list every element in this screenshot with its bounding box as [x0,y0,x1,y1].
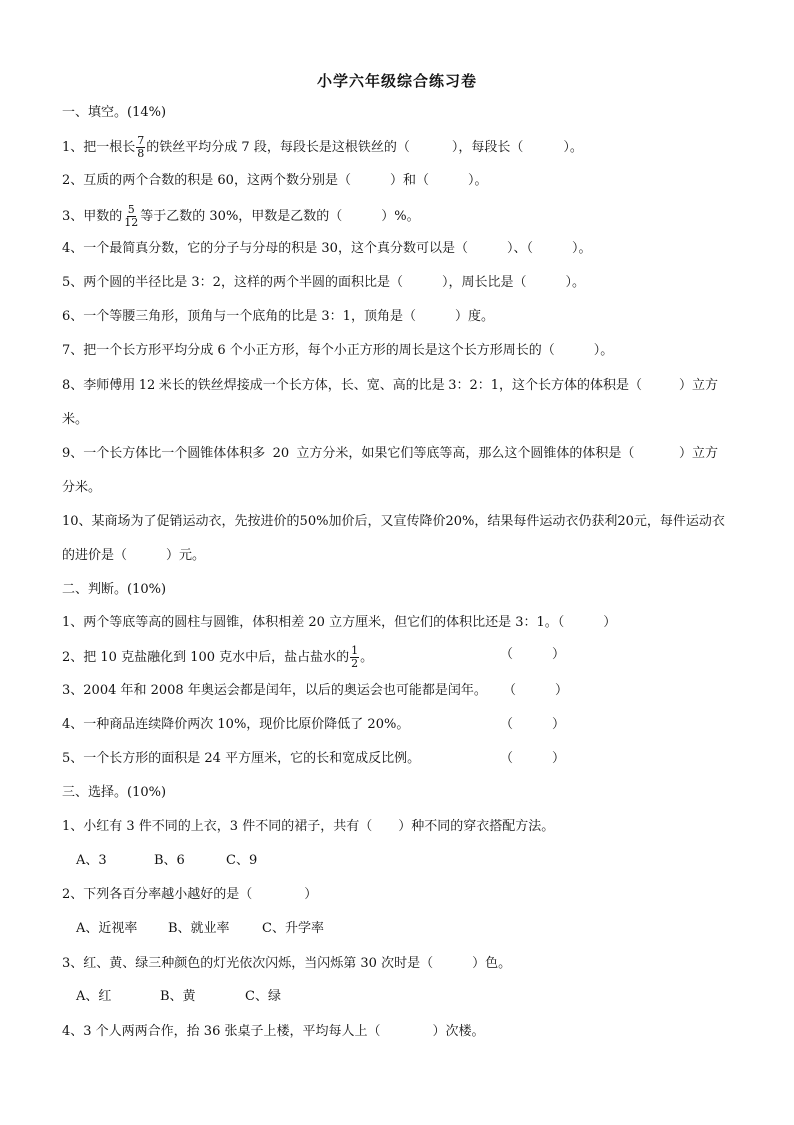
page-title: 小学六年级综合练习卷 [316,72,477,90]
s3-q2: 2、下列各百分率越小越好的是（ ） [62,887,318,902]
s1-q9-line1: 9、一个长方体比一个圆锥体体积多 20 立方分米，如果它们等底等高，那么这个圆锥体的体积是（ ）立方 [62,446,718,461]
s1-q3: 3、甲数的 $\frac{5}{12}$ 等于乙数的 30%，甲数是乙数的（ ）%。 [62,203,420,229]
s2-q4: 4、一种商品连续降价两次 10%，现价比原价降低了 20%。 [62,717,410,732]
fraction: $\frac{5}{12}$ [124,203,139,229]
section-1-heading: 一、填空。(14%) [62,105,167,120]
s1-q8-line2: 米。 [62,412,89,427]
option-c[interactable]: C、9 [226,853,258,868]
s1-q10-line1: 10、某商场为了促销运动衣，先按进价的 50%加价后，又宣传降价 20%，结果每件运动衣仍获利 20 元，每件运动衣 [62,514,725,529]
s1-q5: 5、两个圆的半径比是 3：2，这样的两个半圆的面积比是（ ），周长比是（ ）。 [62,275,585,290]
s1-q4: 4、一个最简真分数，它的分子与分母的积是 30，这个真分数可以是（ ）、（ ）。 [62,241,592,256]
s3-q3: 3、红、黄、绿三种颜色的灯光依次闪烁，当闪烁第 30 次时是（ ）色。 [62,956,512,971]
s1-q10-line2: 的进价是（ ）元。 [62,548,206,563]
s3-q4: 4、3 个人两两合作，抬 36 张桌子上楼，平均每人上（ ）次楼。 [62,1024,485,1039]
s1-q9-line2: 分米。 [62,480,102,495]
option-a[interactable]: A、近视率 [76,921,138,936]
section-3-heading: 三、选择。(10%) [62,785,167,800]
option-a[interactable]: A、3 [76,853,107,868]
option-c[interactable]: C、绿 [245,989,281,1004]
s1-q8-line1: 8、李师傅用 12 米长的铁丝焊接成一个长方体，长、宽、高的比是 3：2：1，这个长方体的体积是（ ）立方 [62,378,718,393]
s3-q2-options [76,919,324,939]
s2-q1: 1、两个等底等高的圆柱与圆锥，体积相差 20 立方厘米，但它们的体积比还是 3：1。（ ） [62,615,617,630]
s2-q3: 3、2004 年和 2008 年奥运会都是闰年，以后的奥运会也可能都是闰年。 [62,683,487,698]
s1-q1: 1、把一根长 $\frac{7}{8}$ 的铁丝平均分成 7 段，每段长是这根铁丝的（ ），每段长（ ）。 [62,134,583,160]
option-c[interactable]: C、升学率 [262,921,324,936]
s2-q5-answer-blank[interactable]: （ ） [500,751,566,766]
s1-q6: 6、一个等腰三角形，顶角与一个底角的比是 3：1，顶角是（ ）度。 [62,309,494,324]
s2-q2-answer-blank[interactable]: （ ） [500,647,566,662]
s2-q4-answer-blank[interactable]: （ ） [500,717,566,732]
s1-q2: 2、互质的两个合数的积是 60，这两个数分别是（ ）和（ ）。 [62,173,488,188]
s2-q5: 5、一个长方形的面积是 24 平方厘米，它的长和宽成反比例。 [62,751,421,766]
s2-q3-answer-blank[interactable]: （ ） [503,683,569,698]
s2-q2: 2、把 10 克盐融化到 100 克水中后，盐占盐水的 $\frac{1}{2}$ 。 [62,644,374,670]
option-b[interactable]: B、就业率 [168,921,230,936]
s3-q1-options [76,851,257,871]
option-a[interactable]: A、红 [76,989,112,1004]
s1-q7: 7、把一个长方形平均分成 6 个小正方形，每个小正方形的周长是这个长方形周长的（ ）。 [62,343,614,358]
s3-q3-options [76,987,281,1007]
section-2-heading: 二、判断。(10%) [62,582,167,597]
s3-q1: 1、小红有 3 件不同的上衣，3 件不同的裙子，共有（ ）种不同的穿衣搭配方法。 [62,819,555,834]
option-b[interactable]: B、6 [154,853,185,868]
fraction: $\frac{7}{8}$ [137,134,145,160]
fraction: $\frac{1}{2}$ [351,644,359,670]
option-b[interactable]: B、黄 [160,989,196,1004]
